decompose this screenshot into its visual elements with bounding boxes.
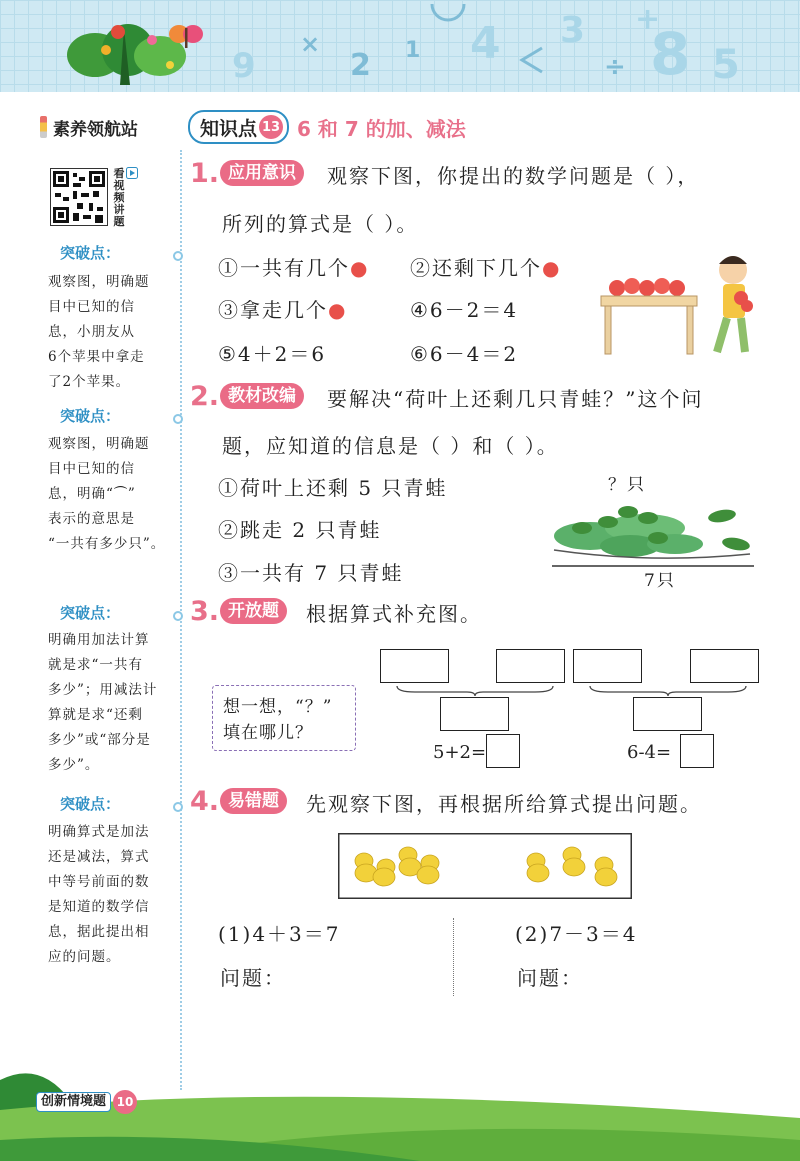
table-apples-illustration [595,240,765,360]
tip-text [48,820,168,970]
tip-line: 算就是求“还剩 [48,707,143,723]
top-banner [0,0,800,92]
tip-line: 息，据此提出相 [48,924,150,940]
question-label: 问题： [517,966,583,990]
question-text: 所列的算式是（ ）。 [222,212,419,236]
option: ④6－2＝4 [410,298,519,322]
answer-box[interactable] [486,734,520,768]
equation: (1)4＋3＝7 [218,922,341,946]
tip-label: 突破点： [60,407,121,425]
apple-icon: ● [542,256,562,280]
option-text: ②还剩下几个 [410,256,542,280]
apple-icon: ● [350,256,370,280]
tip-line: 观察图，明确题 [48,274,150,290]
tip-dot [173,414,183,424]
tip-line: 明确算式是加法 [48,824,150,840]
knowledge-number: 13 [259,115,283,139]
section-label-text: 素养领航站 [53,119,138,140]
tip-dot [173,251,183,261]
deco-symbol: 9 [232,46,256,86]
option [218,294,347,323]
question-number: 4. [190,786,220,817]
option: ②跳走 2 只青蛙 [218,518,382,542]
column-divider [453,918,454,996]
brace-icon [588,684,748,696]
tip-line: 息，小朋友从 [48,324,135,340]
footer-label: 创新情境题 [36,1092,111,1112]
question-text: 根据算式补充图。 [306,602,482,626]
hint-text: 想一想，“？” [223,697,333,717]
tip-line: 6个苹果中拿走 [48,349,145,365]
brace-icon [395,684,555,696]
qr-code[interactable] [50,168,108,226]
tip-line: 多少”；用减法计 [48,682,158,698]
section-label [40,112,138,142]
qr-code-icon [51,169,107,225]
chicks-illustration [338,833,632,899]
tip-dot [173,611,183,621]
tip-line: 了2个苹果。 [48,374,131,390]
answer-box[interactable] [680,734,714,768]
tip-line: 应的问题。 [48,949,121,965]
tip-line: 中等号前面的数 [48,874,150,890]
tip-line: 还是减法，算式 [48,849,150,865]
option-text: ③拿走几个 [218,298,328,322]
answer-box[interactable] [440,697,509,731]
answer-box[interactable] [380,649,449,683]
pencil-icon [40,116,47,138]
option: ⑤4＋2＝6 [218,342,327,366]
tip-line: 观察图，明确题 [48,436,150,452]
apple-icon: ● [328,298,348,322]
question-tag: 易错题 [220,788,287,814]
topic-header [188,110,466,144]
circle-decoration [428,0,468,30]
question-tag: 教材改编 [220,383,304,409]
qr-label-char: 讲 [113,203,125,216]
tip-dot [173,802,183,812]
option: ③一共有 7 只青蛙 [218,561,404,585]
question-number: 1. [190,158,220,189]
play-icon [126,167,138,179]
tip-line: 表示的意思是 [48,511,135,527]
tip-text [48,432,168,557]
tip-label: 突破点： [60,795,121,813]
footer-badge [36,1091,137,1113]
option: ⑥6－4＝2 [410,342,519,366]
tip-line: “一共有多少只”。 [48,536,166,552]
butterfly-icon [168,22,204,52]
equation: 5+2= [433,742,487,763]
deco-symbol: 4 [470,18,501,69]
tip-label: 突破点： [60,244,121,262]
deco-symbol: + [635,2,661,37]
tip-label: 突破点： [60,604,121,622]
answer-box[interactable] [573,649,642,683]
tip-line: 就是求“一共有 [48,657,143,673]
answer-box[interactable] [633,697,702,731]
question-text: 观察下图，你提出的数学问题是（ ）， [327,164,700,188]
question-tag: 应用意识 [220,160,304,186]
deco-symbol: 1 [405,38,421,63]
qr-label-char: 频 [113,191,125,204]
option-text: ①一共有几个 [218,256,350,280]
question-text: 题，应知道的信息是（ ）和（ ）。 [222,434,559,458]
question-text: 先观察下图，再根据所给算式提出问题。 [306,792,702,816]
equation: 6-4= [627,742,672,763]
qr-label-char: 看 [113,167,125,180]
option: ①荷叶上还剩 5 只青蛙 [218,476,448,500]
knowledge-point-badge [188,110,289,144]
tip-line: 多少”或“部分是 [48,732,151,748]
tip-line: 是知道的数学信 [48,899,150,915]
tip-line: 息，明确“⏜” [48,486,136,502]
question-number: 3. [190,596,220,627]
deco-symbol: 8 [650,20,691,88]
deco-symbol: 5 [712,42,740,88]
option [218,252,369,281]
deco-symbol: × [300,30,321,58]
tip-line: 目中已知的信 [48,299,135,315]
frog-top-label: ？只 [608,475,646,495]
deco-symbol: 2 [350,48,371,83]
frog-total-label: 7只 [644,571,676,591]
tip-text [48,628,168,778]
question-text: 要解决“荷叶上还剩几只青蛙？”这个问 [327,387,704,411]
question-tag: 开放题 [220,598,287,624]
deco-symbol: ÷ [604,52,626,82]
question-number: 2. [190,381,220,412]
equation: (2)7－3＝4 [515,922,638,946]
question-label: 问题： [220,966,286,990]
tip-line: 多少”。 [48,757,100,773]
tip-line: 明确用加法计算 [48,632,150,648]
page-title: 6 和 7 的加、减法 [297,116,466,141]
triangle-decoration [518,46,546,74]
option [410,252,561,281]
hint-box [212,685,356,751]
deco-symbol: 3 [560,10,586,51]
page-number: 10 [113,1090,137,1114]
answer-box[interactable] [496,649,565,683]
tip-line: 目中已知的信 [48,461,135,477]
knowledge-label: 知识点 [200,117,258,140]
hint-text: 填在哪儿？ [223,723,313,743]
qr-label-char: 视 [113,179,125,192]
tip-text [48,270,168,395]
answer-box[interactable] [690,649,759,683]
qr-label-char: 题 [113,215,125,228]
frogs-on-lilypads-illustration [550,492,760,572]
